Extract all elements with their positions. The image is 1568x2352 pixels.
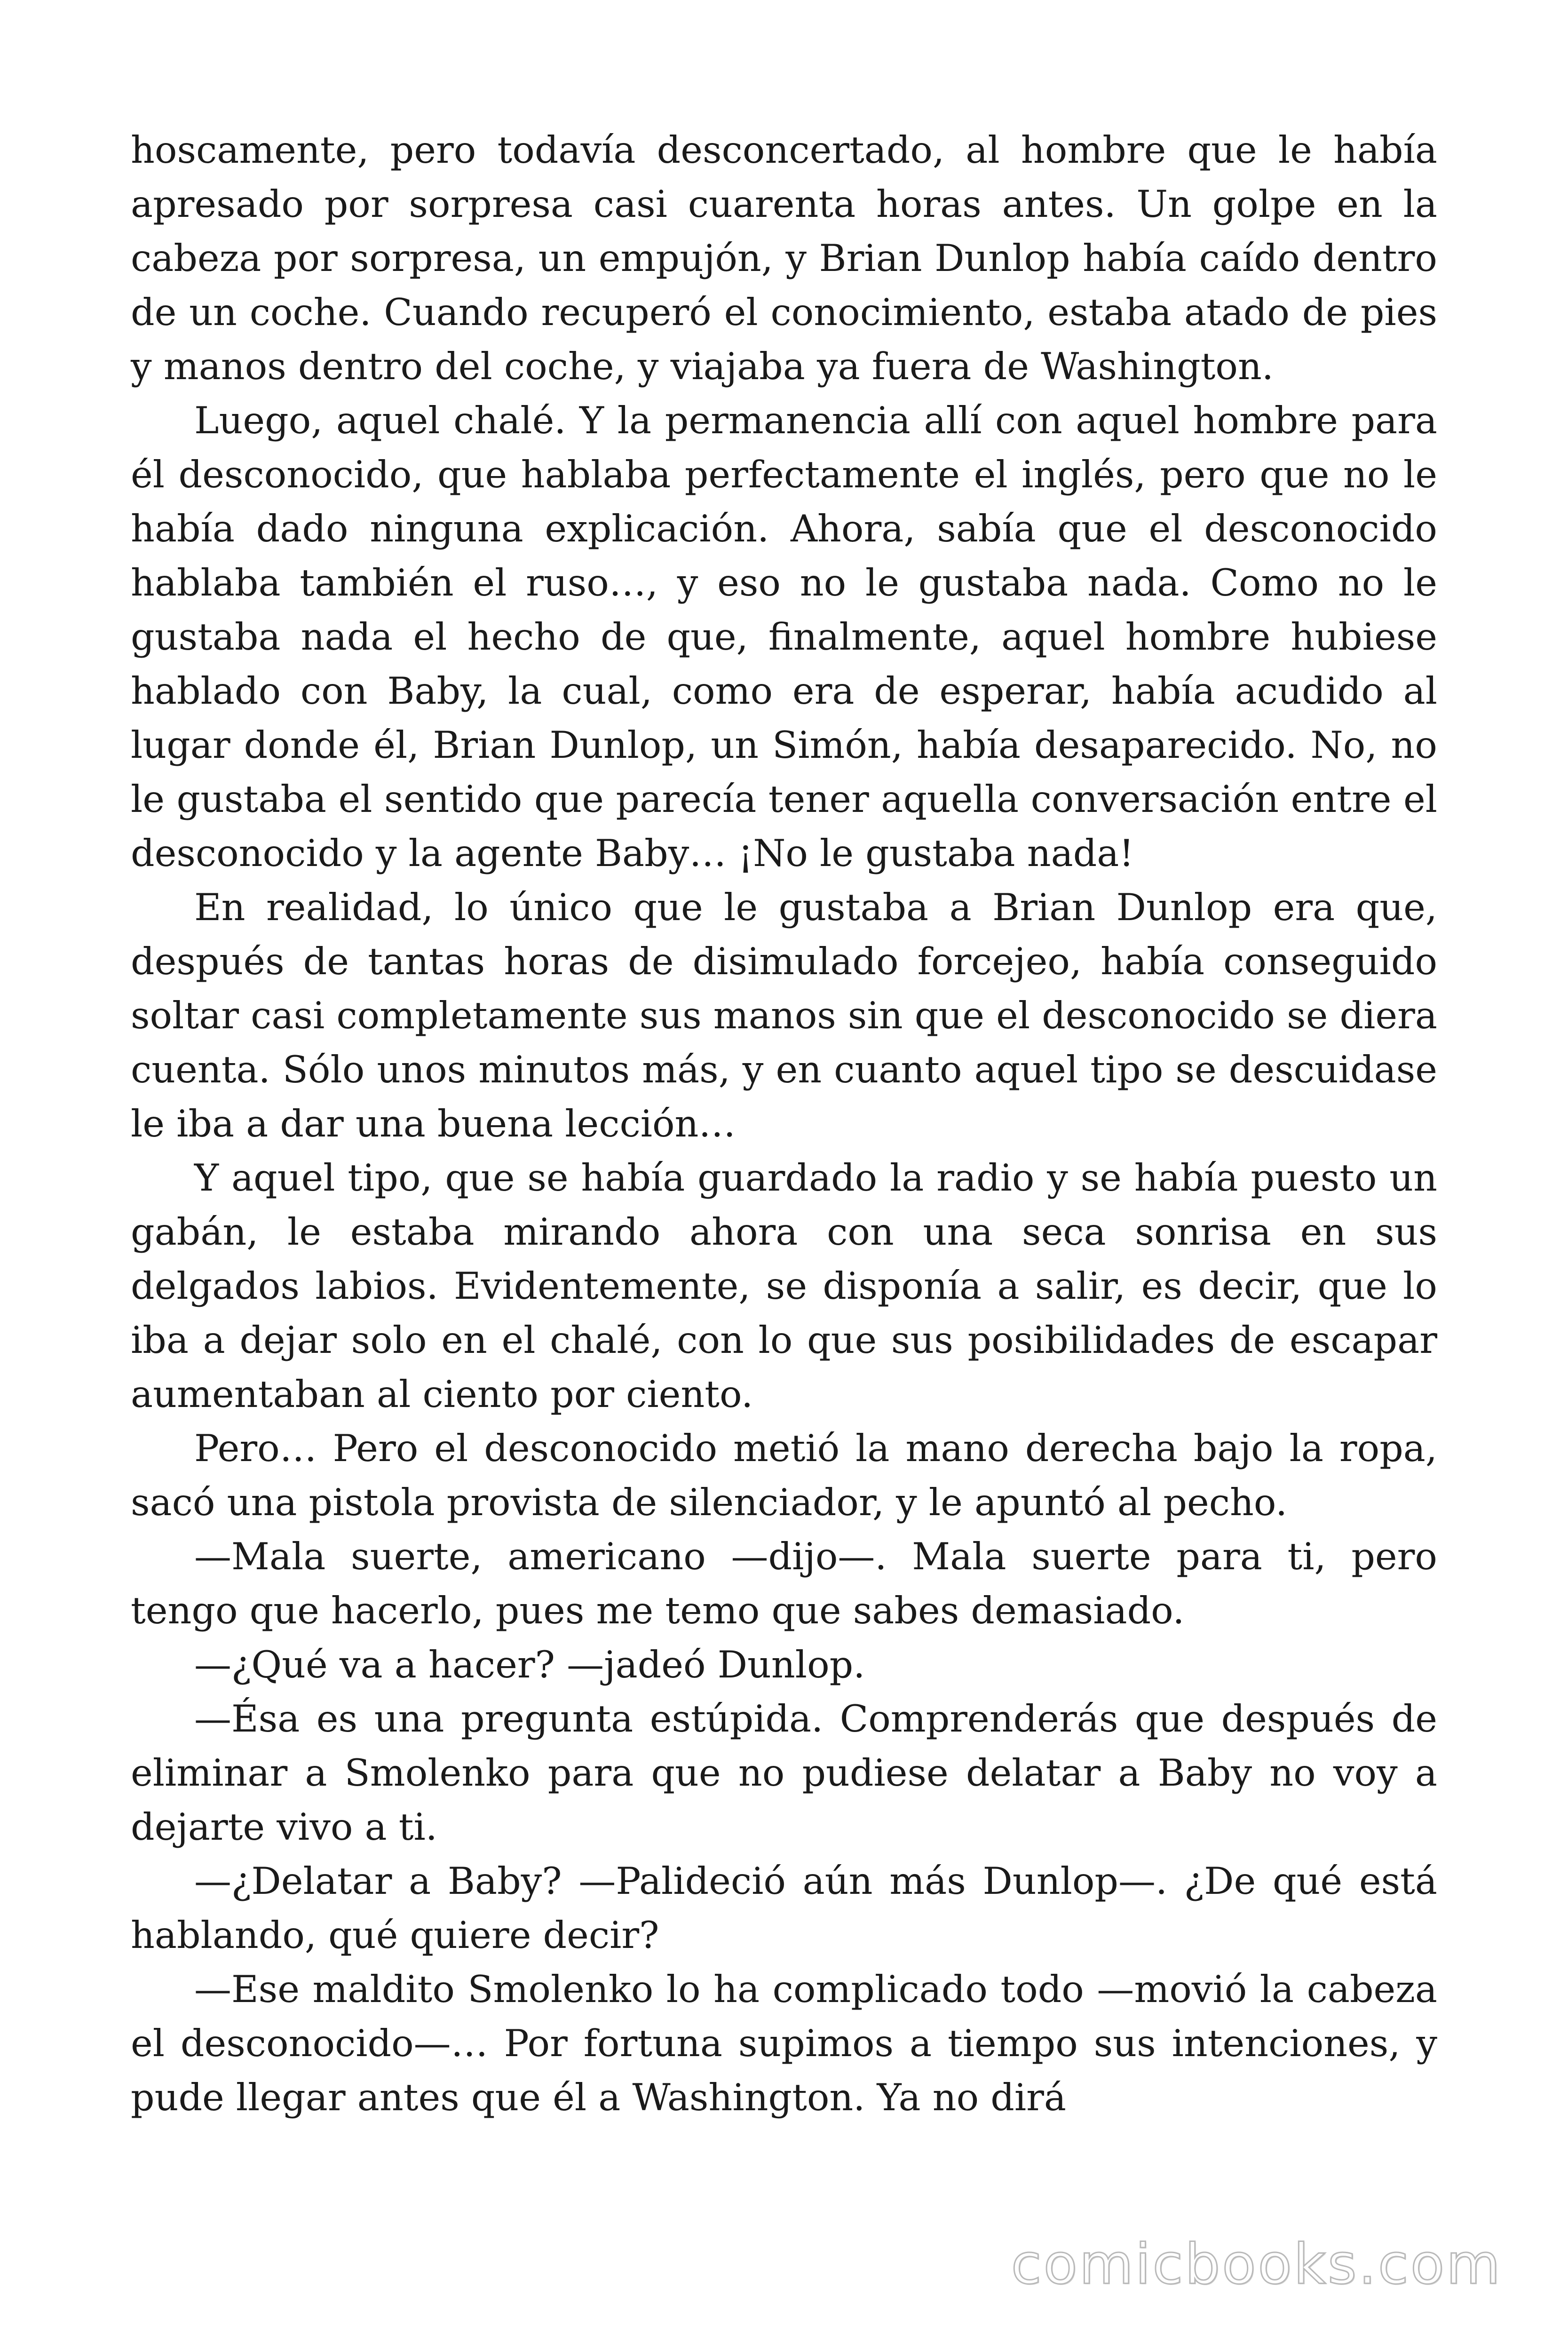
text-body xyxy=(131,123,1437,2125)
paragraph: hoscamente, pero todavía desconcertado, al hombre que le había apresado por sorpresa casi cuarenta horas antes. Un golpe en la cabeza por sorpresa, un empujón, y Brian Dunlop había caído dentro de un coche. Cuando recuperó el conocimiento, estaba atado de pies y manos dentro del coche, y viajaba ya fuera de Washington. xyxy=(131,128,1437,388)
paragraph: Y aquel tipo, que se había guardado la radio y se había puesto un gabán, le estaba mirando ahora con una seca sonrisa en sus delgados labios. Evidentemente, se disponía a salir, es decir, que lo iba a dejar solo en el chalé, con lo que sus posibilidades de escapar aumentaban al ciento por ciento. xyxy=(131,1156,1437,1416)
watermark-logo: comicbooks.com xyxy=(1011,2232,1502,2296)
paragraph: Pero… Pero el desconocido metió la mano derecha bajo la ropa, sacó una pistola provista de silenciador, y le apuntó al pecho. xyxy=(131,1427,1437,1524)
paragraph: En realidad, lo único que le gustaba a Brian Dunlop era que, después de tantas horas de disimulado forcejeo, había conseguido soltar casi completamente sus manos sin que el desconocido se diera cuenta. Sólo unos minutos más, y en cuanto aquel tipo se descuidase le iba a dar una buena lección… xyxy=(131,886,1437,1145)
dialogue-line: —Ese maldito Smolenko lo ha complicado todo —movió la cabeza el desconocido—… Por fortuna supimos a tiempo sus intenciones, y pude llegar antes que él a Washington. Ya no dirá xyxy=(131,1968,1437,2119)
dialogue-line: —Mala suerte, americano —dijo—. Mala suerte para ti, pero tengo que hacerlo, pues me temo que sabes demasiado. xyxy=(131,1535,1437,1632)
dialogue-line: —Ésa es una pregunta estúpida. Comprenderás que después de eliminar a Smolenko para que no pudiese delatar a Baby no voy a dejarte vivo a ti. xyxy=(131,1697,1437,1849)
paragraph: Luego, aquel chalé. Y la permanencia allí con aquel hombre para él desconocido, que hablaba perfectamente el inglés, pero que no le había dado ninguna explicación. Ahora, sabía que el desconocido hablaba también el ruso…, y eso no le gustaba nada. Como no le gustaba nada el hecho de que, finalmente, aquel hombre hubiese hablado con Baby, la cual, como era de esperar, había acudido al lugar donde él, Brian Dunlop, un Simón, había desaparecido. No, no le gustaba el sentido que parecía tener aquella conversación entre el desconocido y la agente Baby… ¡No le gustaba nada! xyxy=(131,399,1437,875)
dialogue-line: —¿Qué va a hacer? —jadeó Dunlop. xyxy=(194,1643,865,1686)
dialogue-line: —¿Delatar a Baby? —Palideció aún más Dunlop—. ¿De qué está hablando, qué quiere decir? xyxy=(131,1859,1437,1957)
